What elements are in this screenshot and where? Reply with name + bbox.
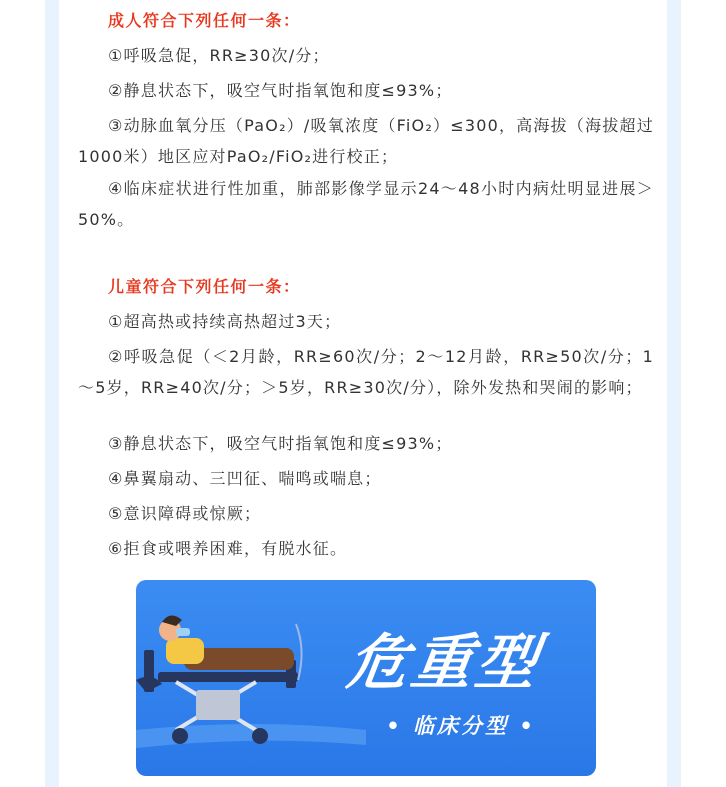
banner-title: 危重型: [343, 628, 545, 698]
child-criterion-6: ⑥拒食或喂养困难，有脱水征。: [108, 539, 348, 558]
bullet-right: •: [519, 714, 536, 738]
severity-banner: [136, 580, 596, 776]
child-criterion-5: ⑤意识障碍或惊厥；: [108, 504, 262, 523]
banner-subtitle-row: [366, 710, 556, 740]
child-criterion-4: ④鼻翼扇动、三凹征、喘鸣或喘息；: [108, 469, 382, 488]
adult-criterion-1: ①呼吸急促，RR≥30次/分；: [108, 46, 330, 65]
adult-criterion-3: ③动脉血氧分压（PaO₂）/吸氧浓度（FiO₂）≤300，高海拔（海拔超过1000米）地区应对PaO₂/FiO₂进行校正；: [78, 116, 654, 166]
child-criteria-heading: 儿童符合下列任何一条：: [108, 277, 301, 296]
child-criterion-1: ①超高热或持续高热超过3天；: [108, 312, 342, 331]
right-border-strip: [667, 0, 681, 787]
adult-criteria-heading: 成人符合下列任何一条：: [108, 11, 301, 30]
adult-criterion-2: ②静息状态下，吸空气时指氧饱和度≤93%；: [108, 81, 453, 100]
bullet-left: •: [386, 714, 403, 738]
child-criterion-2: ②呼吸急促（＜2月龄，RR≥60次/分；2～12月龄，RR≥50次/分；1～5岁，RR≥40次/分；＞5岁，RR≥30次/分），除外发热和哭闹的影响；: [78, 347, 654, 397]
banner-subtitle: 临床分型: [413, 714, 509, 738]
child-criterion-3: ③静息状态下，吸空气时指氧饱和度≤93%；: [108, 434, 453, 453]
left-border-strip: [45, 0, 59, 787]
adult-criterion-4: ④临床症状进行性加重，肺部影像学显示24～48小时内病灶明显进展＞50%。: [78, 179, 654, 229]
